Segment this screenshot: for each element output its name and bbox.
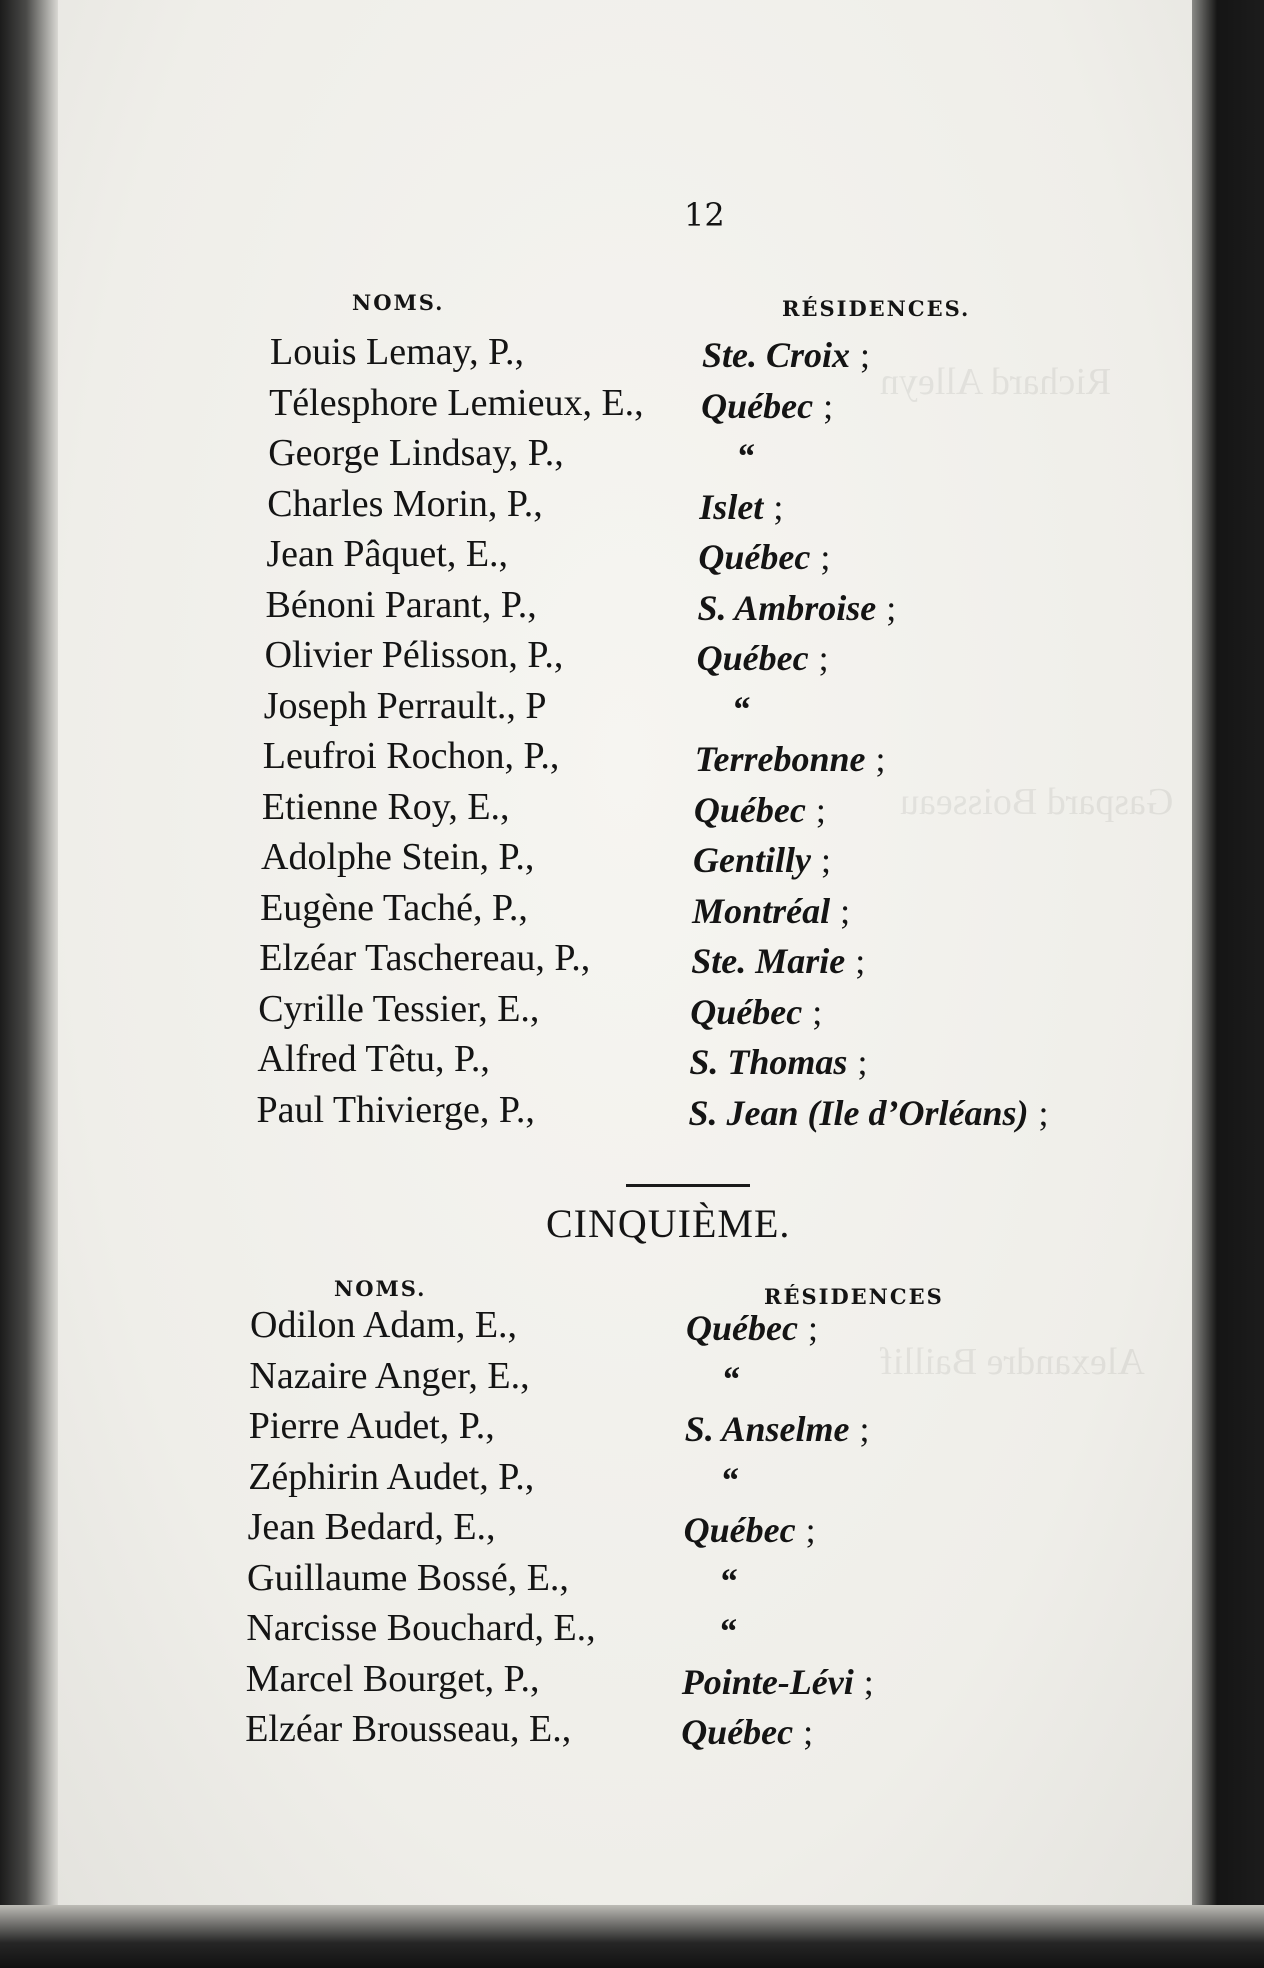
entry-name: Charles Morin, P., [267,482,543,525]
entry-end-mark: ; [840,890,851,931]
entry-residence-text: Terrebonne [694,739,866,779]
entry-residence [702,334,870,376]
entry-end-mark: ; [886,587,897,628]
entry-end-mark: ; [773,486,784,527]
entry-residence [684,1509,816,1551]
bleed-through: Gaspard Boisseau [900,781,1174,823]
entry-residence [719,1560,737,1602]
entry-name: Louis Lemay, P., [270,331,525,373]
list-item [0,431,1264,479]
entry-residence-text: “ [736,436,755,476]
entry-end-mark: ; [820,840,831,880]
entry-end-mark: ; [857,1042,868,1082]
entry-name: Elzéar Taschereau, P., [259,937,591,979]
entry-name: Eugène Taché, P., [260,886,528,929]
entry-residence [686,1307,818,1349]
list-item [0,835,1264,883]
residences-column-header-2: RÉSIDENCES [764,1284,944,1309]
section-title: CINQUIÈME. [546,1201,791,1246]
entry-end-mark: ; [863,1661,874,1702]
entry-name: Leufroi Rochon, P., [262,735,560,777]
entry-residence [695,738,886,780]
entry-residence-text: Québec [696,638,809,678]
entry-end-mark: ; [815,789,826,830]
entry-residence-text: S. Thomas [689,1042,848,1082]
entry-end-mark: ; [803,1712,814,1752]
entry-residence [685,1408,870,1450]
entry-name: Nazaire Anger, E., [249,1354,530,1397]
bleed-through: Alexandre Baillif [880,1341,1145,1383]
entry-end-mark: ; [807,1308,818,1348]
list-item [0,936,1264,984]
entry-residence [698,536,830,578]
entry-residence [691,940,865,982]
entry-name: Etienne Roy, E., [261,785,510,828]
entry-residence-text: S. Jean (Ile d’Orléans) [688,1092,1029,1133]
entry-residence-text: Québec [693,789,806,830]
entry-residence [689,1041,867,1083]
entry-residence-text: Ste. Marie [691,941,846,981]
entry-residence [682,1661,874,1703]
list-item [0,482,1264,530]
entry-name: Paul Thivierge, P., [256,1088,535,1131]
entry-name: Bénoni Parant, P., [265,583,537,626]
entry-name: Narcisse Bouchard, E., [246,1607,596,1649]
list-item [0,1088,1264,1136]
list-item [0,1404,1264,1452]
entry-residence [681,1711,813,1753]
entry-name: Jean Bedard, E., [247,1506,496,1548]
entry-residence [701,385,833,427]
entry-end-mark: ; [855,941,866,981]
entry-residence-text: Québec [698,537,811,577]
list-item [0,583,1264,631]
entry-residence-text: Islet [699,486,764,527]
list-item [0,886,1264,934]
entry-residence-text: “ [731,688,750,729]
section-divider [626,1184,750,1187]
list-item [0,1455,1264,1503]
entry-residence [689,1092,1049,1134]
entry-residence [694,789,826,831]
entry-residence [720,1459,738,1501]
list-item [0,1606,1264,1654]
list-item [0,1354,1264,1402]
entry-name: George Lindsay, P., [268,432,564,474]
entry-residence-text: “ [718,1611,737,1651]
list-item [0,1707,1264,1755]
entry-name: Marcel Bourget, P., [245,1657,540,1700]
entry-residence [732,688,750,730]
entry-residence-text: Québec [681,1712,794,1752]
entry-residence [693,839,831,881]
entry-end-mark: ; [860,335,871,375]
entry-name: Zéphirin Audet, P., [248,1455,535,1498]
entry-end-mark: ; [820,537,831,577]
scan-bottom-edge [0,1905,1264,1968]
list-item [0,1505,1264,1553]
entry-name: Odilon Adam, E., [250,1304,518,1346]
entry-residence [692,890,850,932]
list-item [0,1657,1264,1705]
entry-name: Pierre Audet, P., [248,1405,495,1447]
list-item [0,330,1264,378]
entry-name: Jean Pâquet, E., [266,533,509,575]
list-item [0,785,1264,833]
list-item [0,734,1264,782]
names-column-header-2: NOMS. [334,1276,427,1301]
entry-residence-text: Gentilly [693,840,811,880]
entry-name: Alfred Têtu, P., [257,1038,490,1080]
list-item [0,1037,1264,1085]
entry-residence-text: “ [721,1358,740,1399]
list-item [0,1556,1264,1604]
list-item [0,987,1264,1035]
entry-residence [697,637,829,679]
entry-end-mark: ; [1038,1092,1049,1133]
entry-residence-text: Ste. Croix [702,335,851,375]
entry-end-mark: ; [823,385,834,426]
entry-residence-text: “ [720,1459,739,1500]
entry-residence-text: Québec [701,385,814,426]
list-item [0,532,1264,580]
list-item [0,633,1264,681]
list-item [0,1303,1264,1351]
entry-residence [698,587,897,629]
list-item [0,684,1264,732]
list-item [0,381,1264,429]
entry-residence-text: S. Anselme [684,1409,850,1449]
entry-end-mark: ; [805,1510,816,1550]
entry-residence-text: S. Ambroise [697,587,877,628]
entry-residence-text: Québec [683,1510,796,1550]
entry-end-mark: ; [818,638,829,678]
entry-end-mark: ; [812,991,823,1032]
entry-residence-text: Québec [690,991,803,1032]
entry-residence [718,1610,736,1652]
names-column-header: NOMS. [352,290,445,315]
entry-name: Cyrille Tessier, E., [258,987,540,1030]
entry-name: Elzéar Brousseau, E., [245,1708,572,1750]
entry-residence-text: Montréal [692,890,831,931]
page-number: 12 [684,196,725,234]
bleed-through: Richard Alleyn [880,361,1112,403]
entry-residence-text: Québec [686,1308,798,1348]
entry-residence [736,435,754,477]
entry-name: Joseph Perrault., P [263,684,547,727]
entry-name: Olivier Pélisson, P., [264,634,564,676]
entry-residence [690,991,822,1033]
entry-residence [721,1358,739,1400]
residences-column-header: RÉSIDENCES. [782,296,971,321]
entry-name: Adolphe Stein, P., [261,836,535,878]
entry-residence-text: “ [719,1560,737,1601]
entry-name: Télesphore Lemieux, E., [269,381,644,424]
entry-end-mark: ; [875,739,886,779]
entry-residence [699,486,783,528]
entry-residence-text: Pointe-Lévi [681,1661,854,1702]
entry-name: Guillaume Bossé, E., [247,1556,569,1599]
entry-end-mark: ; [859,1409,870,1449]
